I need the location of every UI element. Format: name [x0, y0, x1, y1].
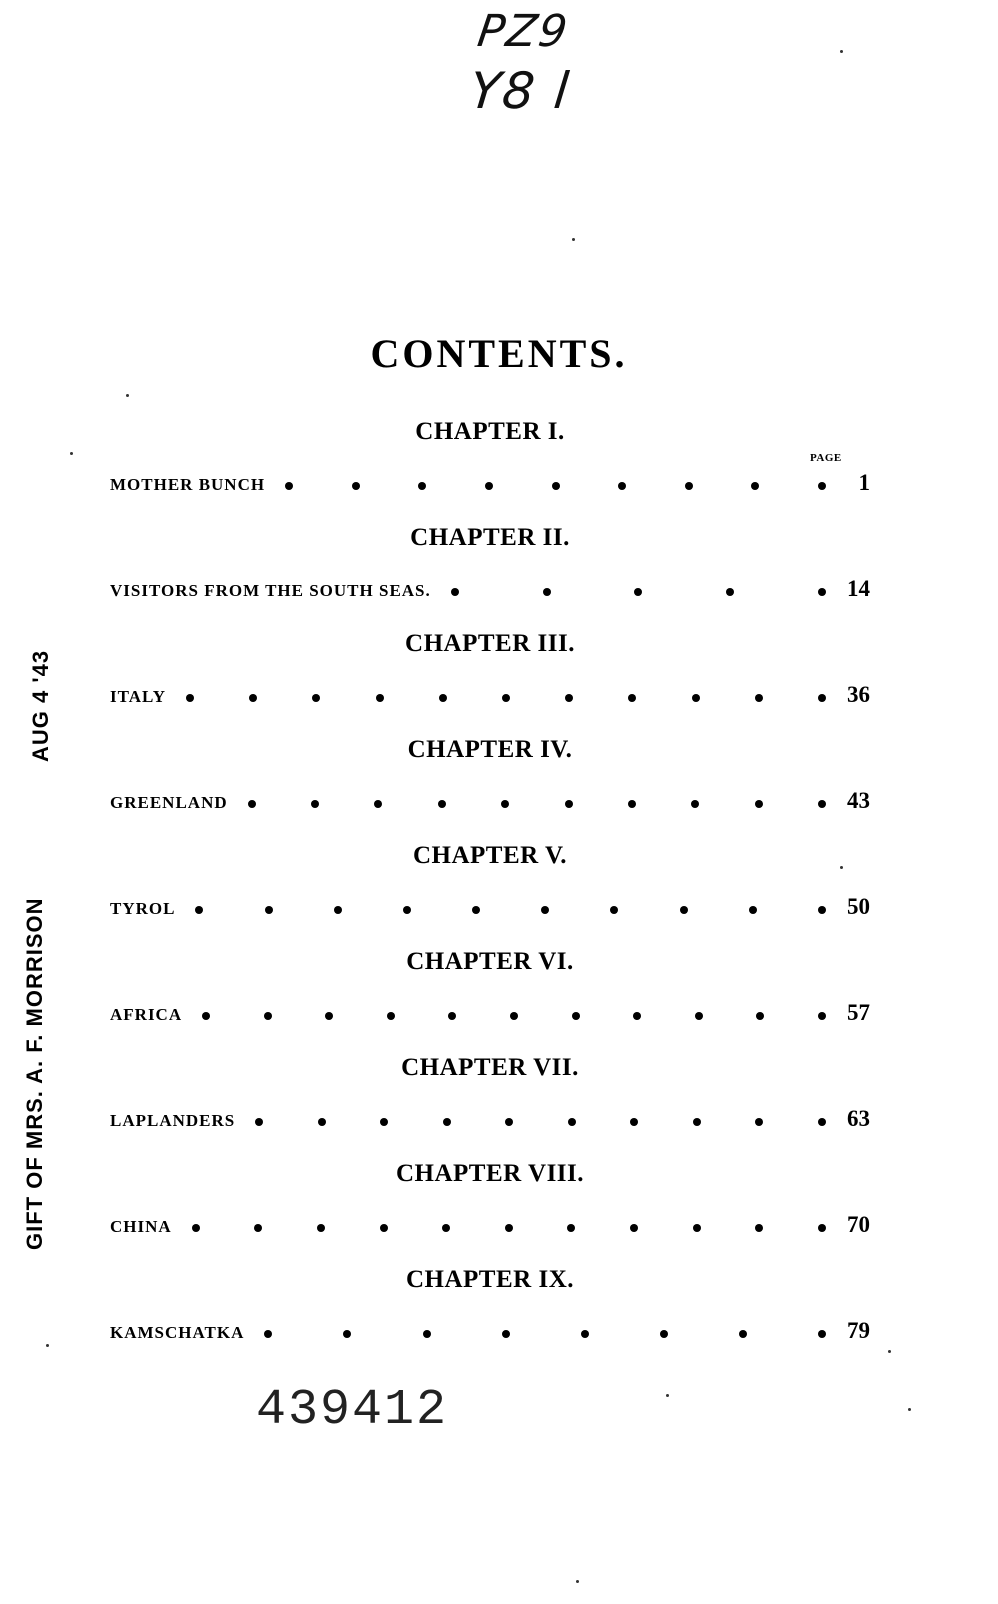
- dot-leader: [236, 795, 836, 813]
- chapter-heading: CHAPTER VII.: [401, 1054, 579, 1081]
- entry-page-number: 79: [847, 1318, 870, 1343]
- chapter-heading: CHAPTER VI.: [406, 948, 574, 975]
- toc-chapter: [110, 418, 870, 524]
- toc-entry: [110, 470, 870, 496]
- toc-chapter: [110, 736, 870, 842]
- entry-page-number: 70: [847, 1212, 870, 1237]
- call-number-line-1: PZ9: [474, 6, 573, 57]
- chapter-heading: CHAPTER IV.: [407, 736, 573, 763]
- toc-entry: [110, 682, 870, 708]
- toc-chapter: [110, 1054, 870, 1160]
- dot-leader: [439, 583, 836, 601]
- entry-page-number: 43: [847, 788, 870, 813]
- toc-chapter: [110, 1160, 870, 1266]
- chapter-heading: CHAPTER III.: [405, 630, 575, 657]
- entry-page-number: 14: [847, 576, 870, 601]
- toc-chapter: [110, 1266, 870, 1372]
- paper-speck: [70, 452, 73, 455]
- entry-title: CHINA: [110, 1217, 172, 1236]
- paper-speck: [888, 1350, 891, 1353]
- paper-speck: [46, 1344, 49, 1347]
- toc-entry: [110, 1000, 870, 1026]
- toc-entry: [110, 576, 870, 602]
- dot-leader: [180, 1219, 836, 1237]
- entry-title: LAPLANDERS: [110, 1111, 236, 1130]
- paper-speck: [666, 1394, 669, 1397]
- entry-title: ITALY: [110, 687, 167, 706]
- page-title: CONTENTS.: [370, 331, 628, 376]
- chapter-heading: CHAPTER VIII.: [395, 1160, 585, 1187]
- entry-page-number: 36: [847, 682, 870, 707]
- paper-speck: [572, 238, 575, 241]
- dot-leader: [243, 1113, 836, 1131]
- toc-chapter: [110, 630, 870, 736]
- entry-title: MOTHER BUNCH: [110, 475, 266, 494]
- entry-page-number: 63: [847, 1106, 870, 1131]
- chapter-heading: CHAPTER II.: [410, 524, 570, 551]
- paper-speck: [840, 866, 843, 869]
- dot-leader: [190, 1007, 836, 1025]
- dot-leader: [183, 901, 836, 919]
- entry-title: GREENLAND: [110, 793, 228, 812]
- accession-number: 439412: [256, 1382, 449, 1439]
- toc-entry: [110, 1212, 870, 1238]
- toc-entry: [110, 1106, 870, 1132]
- toc-chapter: [110, 948, 870, 1054]
- entry-page-number: 50: [847, 894, 870, 919]
- chapter-heading: CHAPTER V.: [412, 842, 568, 869]
- toc-chapter: [110, 842, 870, 948]
- table-of-contents: [110, 418, 870, 1372]
- paper-speck: [126, 394, 129, 397]
- paper-speck: [840, 50, 843, 53]
- chapter-heading: CHAPTER I.: [415, 418, 565, 445]
- toc-entry: [110, 1318, 870, 1344]
- entry-title: KAMSCHATKA: [110, 1323, 245, 1342]
- paper-speck: [908, 1408, 911, 1411]
- dot-leader: [252, 1325, 836, 1343]
- dot-leader: [273, 477, 836, 495]
- page-column-label: PAGE: [810, 452, 842, 464]
- toc-entry: [110, 788, 870, 814]
- gift-stamp: GIFT OF MRS. A. F. MORRISON: [22, 897, 47, 1250]
- date-stamp: AUG 4 '43: [28, 649, 53, 762]
- entry-page-number: 57: [847, 1000, 870, 1025]
- entry-title: VISITORS FROM THE SOUTH SEAS.: [110, 581, 431, 600]
- paper-speck: [576, 1580, 579, 1583]
- entry-title: AFRICA: [110, 1005, 183, 1024]
- toc-entry: [110, 894, 870, 920]
- call-number-line-2: Y8 l: [466, 62, 574, 120]
- chapter-heading: CHAPTER IX.: [405, 1266, 574, 1293]
- entry-page-number: 1: [858, 470, 870, 495]
- entry-title: TYROL: [110, 899, 176, 918]
- dot-leader: [174, 689, 836, 707]
- toc-chapter: [110, 524, 870, 630]
